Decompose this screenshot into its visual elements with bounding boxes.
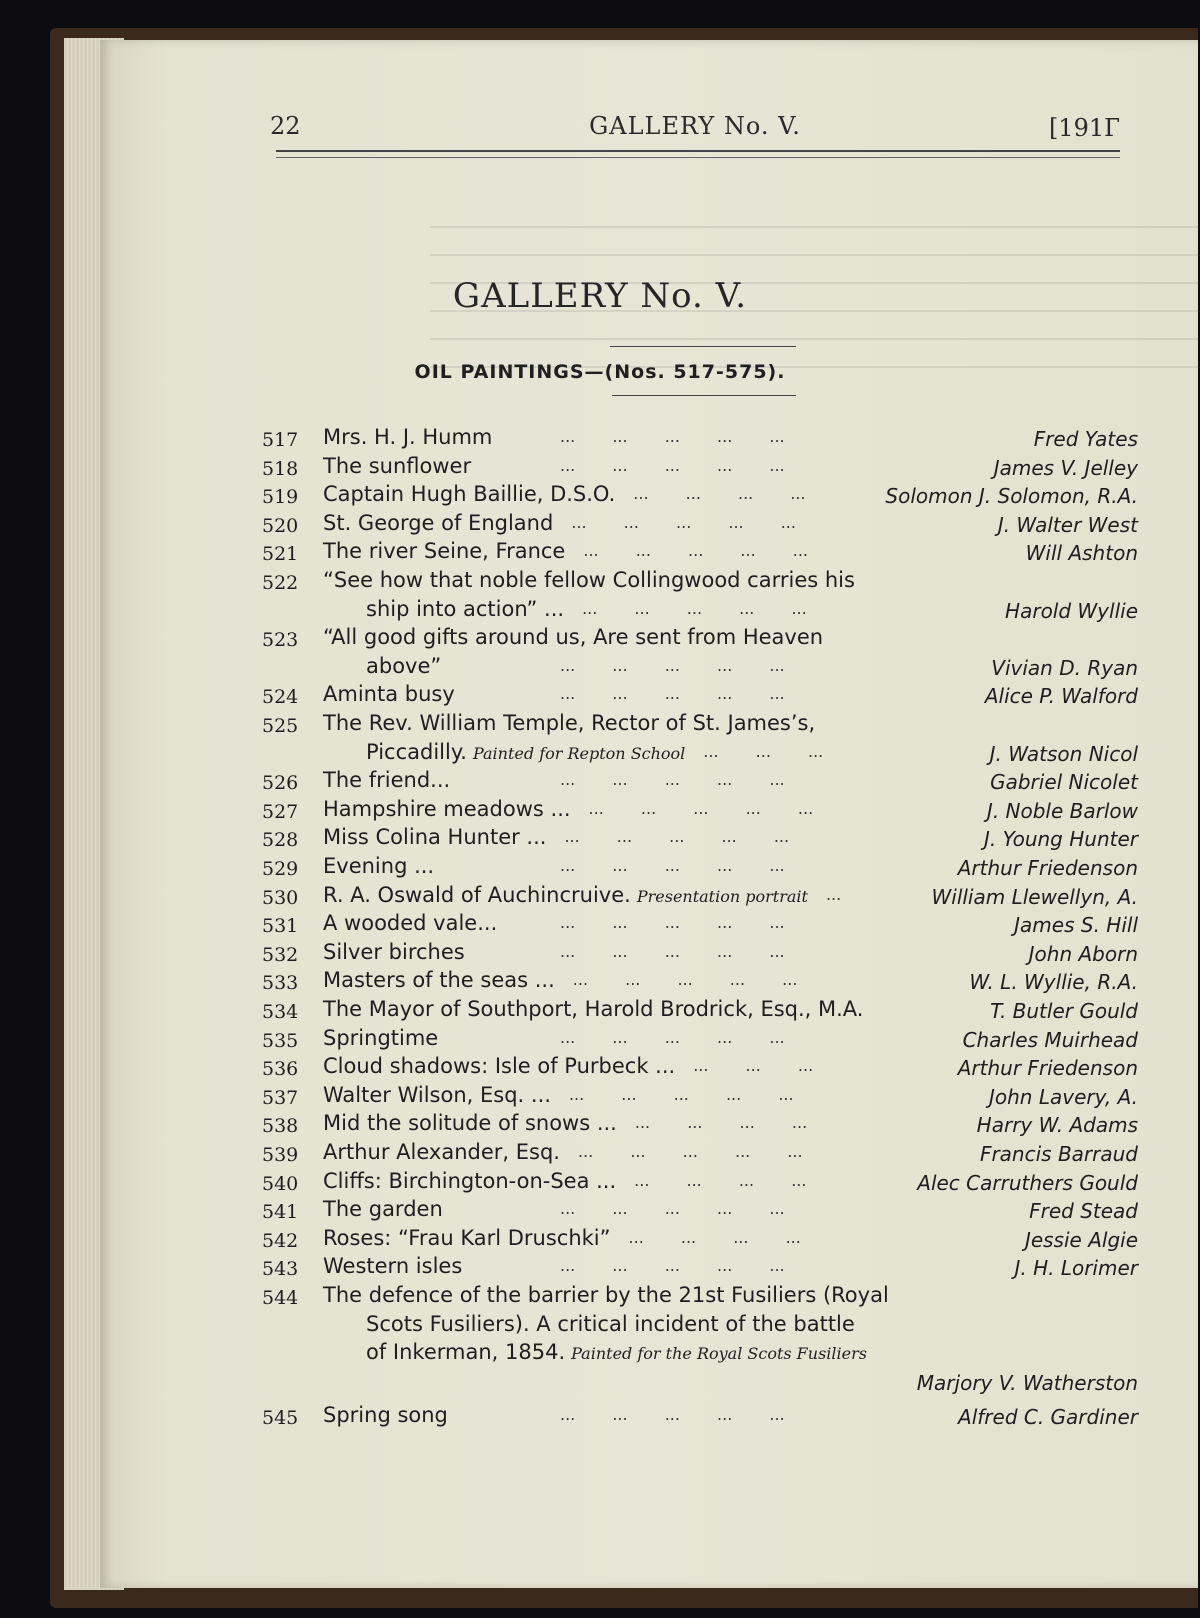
running-year: [191Г	[1048, 114, 1120, 142]
entry-number: 517	[262, 429, 299, 451]
entry-title	[323, 511, 553, 535]
entry-title	[323, 768, 450, 792]
entry-number: 525	[262, 715, 299, 737]
entry-title-text: Cloud shadows: Isle of Purbeck ...	[323, 1054, 676, 1079]
entry-note: Painted for the Royal Scots Fusiliers	[571, 1344, 867, 1364]
entry-title	[323, 1283, 889, 1307]
entry-title	[323, 997, 863, 1021]
catalogue-entry	[0, 854, 1200, 882]
entry-artist: T. Butler Gould	[990, 999, 1138, 1023]
entry-title-text: Aminta busy	[323, 682, 455, 707]
entry-title-text: A wooded vale...	[323, 911, 498, 936]
entry-title-text: Scots Fusiliers). A critical incident of the battle	[366, 1311, 855, 1336]
entry-title	[366, 740, 685, 764]
leader-dots: ... ... ... ... ...	[560, 1256, 785, 1276]
entry-artist: John Aborn	[1028, 941, 1138, 966]
catalogue-entry	[0, 1054, 1200, 1082]
entry-number: 523	[262, 629, 299, 652]
section-subheading: OIL PAINTINGS—(Nos. 517-575).	[414, 361, 786, 383]
page-number: 22	[270, 112, 301, 140]
entry-artist: James S. Hill	[1014, 913, 1138, 938]
entry-artist: W. L. Wyllie, R.A.	[969, 970, 1138, 995]
catalogue-entry-continuation	[0, 740, 1200, 768]
catalogue-entry	[0, 997, 1200, 1025]
leader-dots: ... ... ... ... ...	[560, 941, 785, 961]
catalogue-entry	[0, 1254, 1200, 1282]
entry-title-text: Miss Colina Hunter ...	[323, 825, 547, 850]
entry-artist: Alec Carruthers Gould	[917, 1170, 1138, 1195]
leader-dots: ... ... ... ...	[634, 1113, 808, 1133]
entry-title-text: Springtime	[323, 1025, 439, 1050]
entry-title-text: The Rev. William Temple, Rector of St. James’s,	[323, 711, 816, 735]
entry-title	[323, 1054, 675, 1078]
catalogue-entry	[0, 539, 1200, 567]
entry-artist: Harold Wyllie	[1005, 598, 1138, 623]
leader-dots: ... ... ... ...	[628, 1227, 801, 1247]
catalogue-entry-continuation	[0, 1312, 1200, 1340]
catalogue-entry	[0, 425, 1200, 453]
leader-dots: ... ... ... ... ...	[588, 798, 814, 818]
catalogue-entry	[0, 1283, 1200, 1311]
entry-number: 536	[262, 1058, 299, 1081]
catalogue-entry	[0, 1226, 1200, 1254]
catalogue-entry-continuation	[0, 654, 1200, 682]
entry-artist: Gabriel Nicolet	[990, 770, 1138, 795]
leader-dots: ... ... ... ...	[633, 484, 806, 504]
leader-dots: ... ... ...	[693, 1056, 814, 1076]
entry-number: 529	[262, 858, 299, 880]
entry-artist: Arthur Friedenson	[957, 1056, 1138, 1081]
entry-title-text: The Mayor of Southport, Harold Brodrick, Esq., M.A.	[323, 997, 864, 1021]
entry-artist: J. Noble Barlow	[986, 798, 1138, 823]
entry-title-text: The defence of the barrier by the 21st Fusiliers (Royal	[323, 1283, 889, 1307]
entry-title-text: The garden	[323, 1197, 443, 1222]
leader-dots: ... ... ... ... ...	[560, 684, 785, 704]
entry-artist: John Lavery, A.	[988, 1084, 1138, 1109]
leader-dots: ... ... ... ... ...	[568, 1084, 794, 1104]
entry-artist: Marjory V. Watherston	[916, 1370, 1138, 1395]
entry-title-text: The friend...	[323, 768, 451, 793]
entry-number: 539	[262, 1144, 299, 1166]
entry-title-text: The sunflower	[323, 453, 472, 478]
catalogue-entry-artist-line	[0, 1369, 1200, 1397]
entry-title-text: Spring song	[323, 1403, 448, 1428]
entry-number: 544	[262, 1287, 299, 1309]
entry-number: 534	[262, 1001, 299, 1023]
entry-title-text: Western isles	[323, 1254, 463, 1279]
leader-dots: ... ... ... ... ...	[560, 1405, 785, 1425]
leader-dots: ... ... ... ... ...	[560, 856, 785, 875]
catalogue-entry	[0, 1026, 1200, 1054]
entry-title	[323, 425, 492, 449]
entry-number: 524	[262, 686, 299, 709]
entry-number: 520	[262, 514, 299, 537]
leader-dots: ... ... ...	[703, 741, 824, 761]
running-title: GALLERY No. V.	[589, 112, 801, 140]
entry-title-text: Piccadilly.	[366, 739, 467, 764]
entry-title-text: Arthur Alexander, Esq.	[323, 1140, 560, 1164]
entry-title-text: The river Seine, France	[323, 539, 566, 564]
catalogue-entry	[0, 482, 1200, 510]
catalogue-entry	[0, 1169, 1200, 1197]
catalogue-entry	[0, 883, 1200, 911]
catalogue-entry	[0, 1083, 1200, 1111]
leader-dots: ... ... ... ...	[634, 1170, 807, 1190]
entry-artist: Francis Barraud	[979, 1142, 1138, 1166]
entry-title-text: Roses: “Frau Karl Druschki”	[323, 1225, 611, 1250]
entry-number: 540	[262, 1172, 299, 1195]
entry-title	[323, 625, 823, 649]
entry-number: 518	[262, 457, 299, 480]
catalogue-entry	[0, 825, 1200, 853]
entry-title-text: St. George of England	[323, 510, 554, 535]
entry-number: 533	[262, 972, 299, 995]
leader-dots: ... ... ... ... ...	[583, 541, 808, 561]
entry-title-text: Mrs. H. J. Humm	[323, 425, 493, 449]
entry-number: 522	[262, 572, 299, 594]
entry-title	[323, 825, 546, 849]
entry-number: 541	[262, 1201, 299, 1224]
leader-dots: ...	[825, 884, 842, 904]
entry-number: 538	[262, 1115, 299, 1138]
leader-dots: ... ... ... ... ...	[577, 1142, 803, 1161]
leader-dots: ... ... ... ... ...	[572, 970, 798, 990]
entry-title	[366, 1312, 855, 1336]
entry-title-text: Mid the solitude of snows ...	[323, 1111, 617, 1136]
entry-title	[323, 1169, 616, 1193]
entry-artist: Jessie Algie	[1024, 1227, 1138, 1252]
entry-number: 528	[262, 829, 299, 852]
catalogue-entry	[0, 1140, 1200, 1168]
leader-dots: ... ... ... ... ...	[571, 512, 796, 532]
entry-title	[323, 539, 565, 563]
catalogue-entry	[0, 511, 1200, 539]
entry-artist: Solomon J. Solomon, R.A.	[885, 484, 1138, 509]
catalogue-entry	[0, 1197, 1200, 1225]
entry-number: 535	[262, 1029, 299, 1052]
leader-dots: ... ... ... ... ...	[560, 427, 785, 446]
entry-title	[323, 854, 434, 878]
catalogue-entry	[0, 568, 1200, 596]
entry-title	[323, 454, 471, 478]
entry-title	[323, 968, 555, 992]
catalogue-entry-continuation	[0, 597, 1200, 625]
entry-title	[366, 654, 441, 678]
entry-title	[323, 711, 815, 735]
entry-number: 527	[262, 800, 299, 823]
entry-title	[323, 911, 497, 935]
entry-artist: J. Young Hunter	[983, 827, 1138, 852]
entry-number: 545	[262, 1407, 299, 1430]
entry-title-text: Captain Hugh Baillie, D.S.O.	[323, 482, 616, 507]
entry-title	[366, 1340, 867, 1364]
entry-title	[323, 1197, 443, 1221]
leader-dots: ... ... ... ... ...	[582, 598, 807, 618]
entry-title	[323, 1083, 551, 1107]
entry-number: 530	[262, 886, 299, 909]
entry-title-text: R. A. Oswald of Auchincruive.	[323, 882, 631, 907]
catalogue-entry	[0, 682, 1200, 710]
catalogue-entry	[0, 711, 1200, 739]
entry-title-text: Hampshire meadows ...	[323, 796, 571, 821]
entry-artist: James V. Jelley	[993, 455, 1138, 480]
entry-number: 532	[262, 943, 299, 966]
entry-title-text: Cliffs: Birchington-on-Sea ...	[323, 1168, 617, 1193]
entry-note: Painted for Repton School	[472, 743, 686, 763]
entry-title-text: of Inkerman, 1854.	[366, 1340, 566, 1365]
entry-artist: Fred Yates	[1033, 427, 1138, 451]
entry-title-text: ship into action” ...	[366, 596, 565, 621]
catalogue-entry	[0, 940, 1200, 968]
catalogue-entry-continuation	[0, 1340, 1200, 1368]
entry-title	[323, 482, 615, 506]
entry-title-text: “All good gifts around us, Are sent from Heaven	[323, 625, 824, 650]
entry-artist: J. H. Lorimer	[1014, 1256, 1138, 1281]
entry-title-text: “See how that noble fellow Collingwood carries his	[323, 568, 855, 592]
entry-number: 537	[262, 1086, 299, 1109]
leader-dots: ... ... ... ... ...	[560, 655, 785, 675]
entry-number: 521	[262, 543, 299, 566]
catalogue-entry	[0, 911, 1200, 939]
entry-title	[323, 883, 808, 907]
entry-artist: Harry W. Adams	[976, 1113, 1138, 1138]
entry-artist: Arthur Friedenson	[957, 856, 1138, 880]
entry-number: 526	[262, 772, 299, 795]
entry-artist: Alice P. Walford	[984, 684, 1138, 709]
leader-dots: ... ... ... ... ...	[564, 827, 790, 847]
entry-title	[323, 1111, 617, 1135]
entry-title-text: Masters of the seas ...	[323, 968, 555, 993]
entry-number: 519	[262, 486, 299, 509]
entry-note: Presentation portrait	[636, 886, 808, 906]
entry-title	[323, 1140, 560, 1164]
catalogue-entry	[0, 625, 1200, 653]
entry-title-text: Evening ...	[323, 854, 435, 878]
entry-title-text: Walter Wilson, Esq. ...	[323, 1082, 551, 1107]
entry-artist: William Llewellyn, A.	[931, 884, 1138, 909]
entry-artist: Alfred C. Gardiner	[958, 1405, 1138, 1430]
catalogue-entry	[0, 968, 1200, 996]
entry-title	[323, 797, 571, 821]
entry-artist: J. Watson Nicol	[989, 741, 1138, 766]
leader-dots: ... ... ... ... ...	[560, 455, 785, 475]
entry-title	[323, 940, 465, 964]
entry-title-text: Silver birches	[323, 939, 465, 964]
leader-dots: ... ... ... ... ...	[560, 1199, 785, 1219]
catalogue-entry	[0, 1403, 1200, 1431]
entry-title-text: above”	[366, 653, 442, 678]
catalogue-entry	[0, 454, 1200, 482]
catalogue-entry	[0, 797, 1200, 825]
entry-title	[323, 1226, 611, 1250]
entry-title	[366, 597, 564, 621]
entry-artist: Fred Stead	[1029, 1199, 1138, 1224]
leader-dots: ... ... ... ... ...	[560, 913, 785, 933]
entry-title	[323, 682, 455, 706]
entry-artist: Will Ashton	[1025, 541, 1138, 566]
entry-artist: Charles Muirhead	[962, 1027, 1138, 1052]
entry-artist: J. Walter West	[997, 512, 1138, 537]
catalogue-entry	[0, 1111, 1200, 1139]
entry-title	[323, 1254, 462, 1278]
leader-dots: ... ... ... ... ...	[560, 770, 785, 790]
entry-number: 531	[262, 915, 299, 938]
entry-number: 543	[262, 1258, 299, 1281]
entry-title	[323, 1403, 448, 1427]
catalogue-entry	[0, 768, 1200, 796]
entry-title	[323, 568, 855, 592]
entry-number: 542	[262, 1229, 299, 1252]
entry-title	[323, 1026, 438, 1050]
leader-dots: ... ... ... ... ...	[560, 1027, 785, 1047]
entry-artist: Vivian D. Ryan	[991, 655, 1138, 680]
gallery-heading: GALLERY No. V.	[452, 276, 748, 316]
